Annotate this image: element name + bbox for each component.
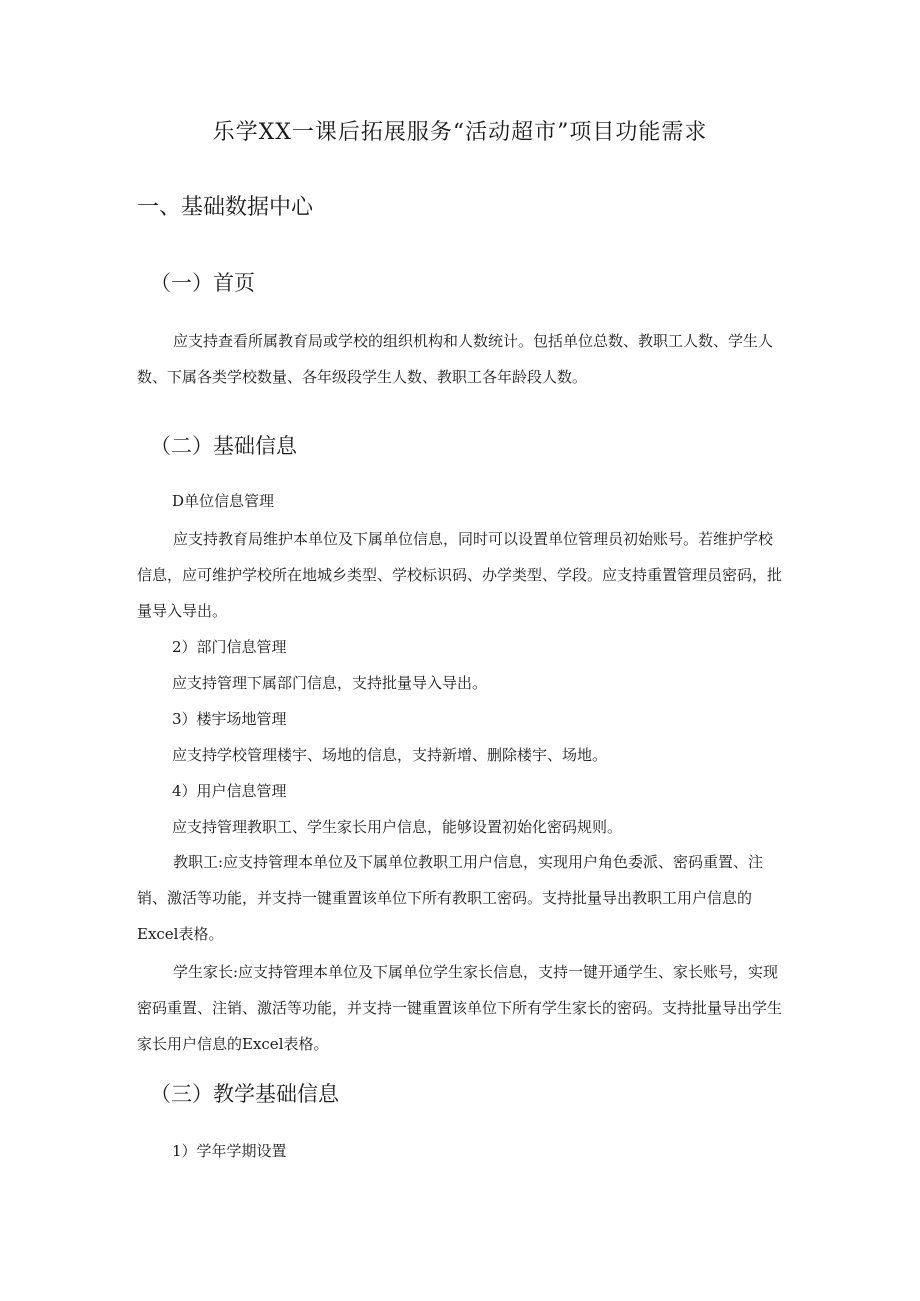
paragraph: 应支持学校管理楼宇、场地的信息，支持新增、删除楼宇、场地。 bbox=[172, 746, 608, 764]
paragraph: 应支持管理教职工、学生家长用户信息，能够设置初始化密码规则。 bbox=[172, 818, 623, 836]
paragraph: 学生家长:应支持管理本单位及下属单位学生家长信息，支持一键开通学生、家长账号，实现密码重置、注销、激活等功能，并支持一键重置该单位下所有学生家长的密码。支持批量导出学生家长用户信息的Excel表格。 bbox=[137, 963, 783, 1053]
section-heading: 一、基础数据中心 bbox=[137, 195, 314, 220]
item-heading: 1）学年学期设置 bbox=[172, 1142, 287, 1160]
item-heading: D单位信息管理 bbox=[172, 492, 275, 510]
paragraph: 教职工:应支持管理本单位及下属单位教职工用户信息，实现用户角色委派、密码重置、注销、激活等功能，并支持一键重置该单位下所有教职工密码。支持批量导出教职工用户信息的Excel表格。 bbox=[137, 853, 764, 943]
subsection-heading: （一）首页 bbox=[150, 271, 255, 295]
item-heading: 2）部门信息管理 bbox=[172, 638, 287, 656]
paragraph: 应支持查看所属教育局或学校的组织机构和人数统计。包括单位总数、教职工人数、学生人数、下属各类学校数量、各年级段学生人数、教职工各年龄段人数。 bbox=[137, 332, 774, 386]
document-title: 乐学XX一课后拓展服务“活动超市”项目功能需求 bbox=[212, 120, 708, 145]
subsection-heading: （二）基础信息 bbox=[150, 434, 297, 458]
paragraph: 应支持管理下属部门信息，支持批量导入导出。 bbox=[172, 674, 488, 692]
subsection-heading: （三）教学基础信息 bbox=[150, 1082, 339, 1106]
paragraph: 应支持教育局维护本单位及下属单位信息，同时可以设置单位管理员初始账号。若维护学校信息，应可维护学校所在地城乡类型、学校标识码、办学类型、学段。应支持重置管理员密码，批量导入导出。 bbox=[137, 530, 783, 620]
item-heading: 3）楼宇场地管理 bbox=[172, 710, 287, 728]
item-heading: 4）用户信息管理 bbox=[172, 782, 287, 800]
